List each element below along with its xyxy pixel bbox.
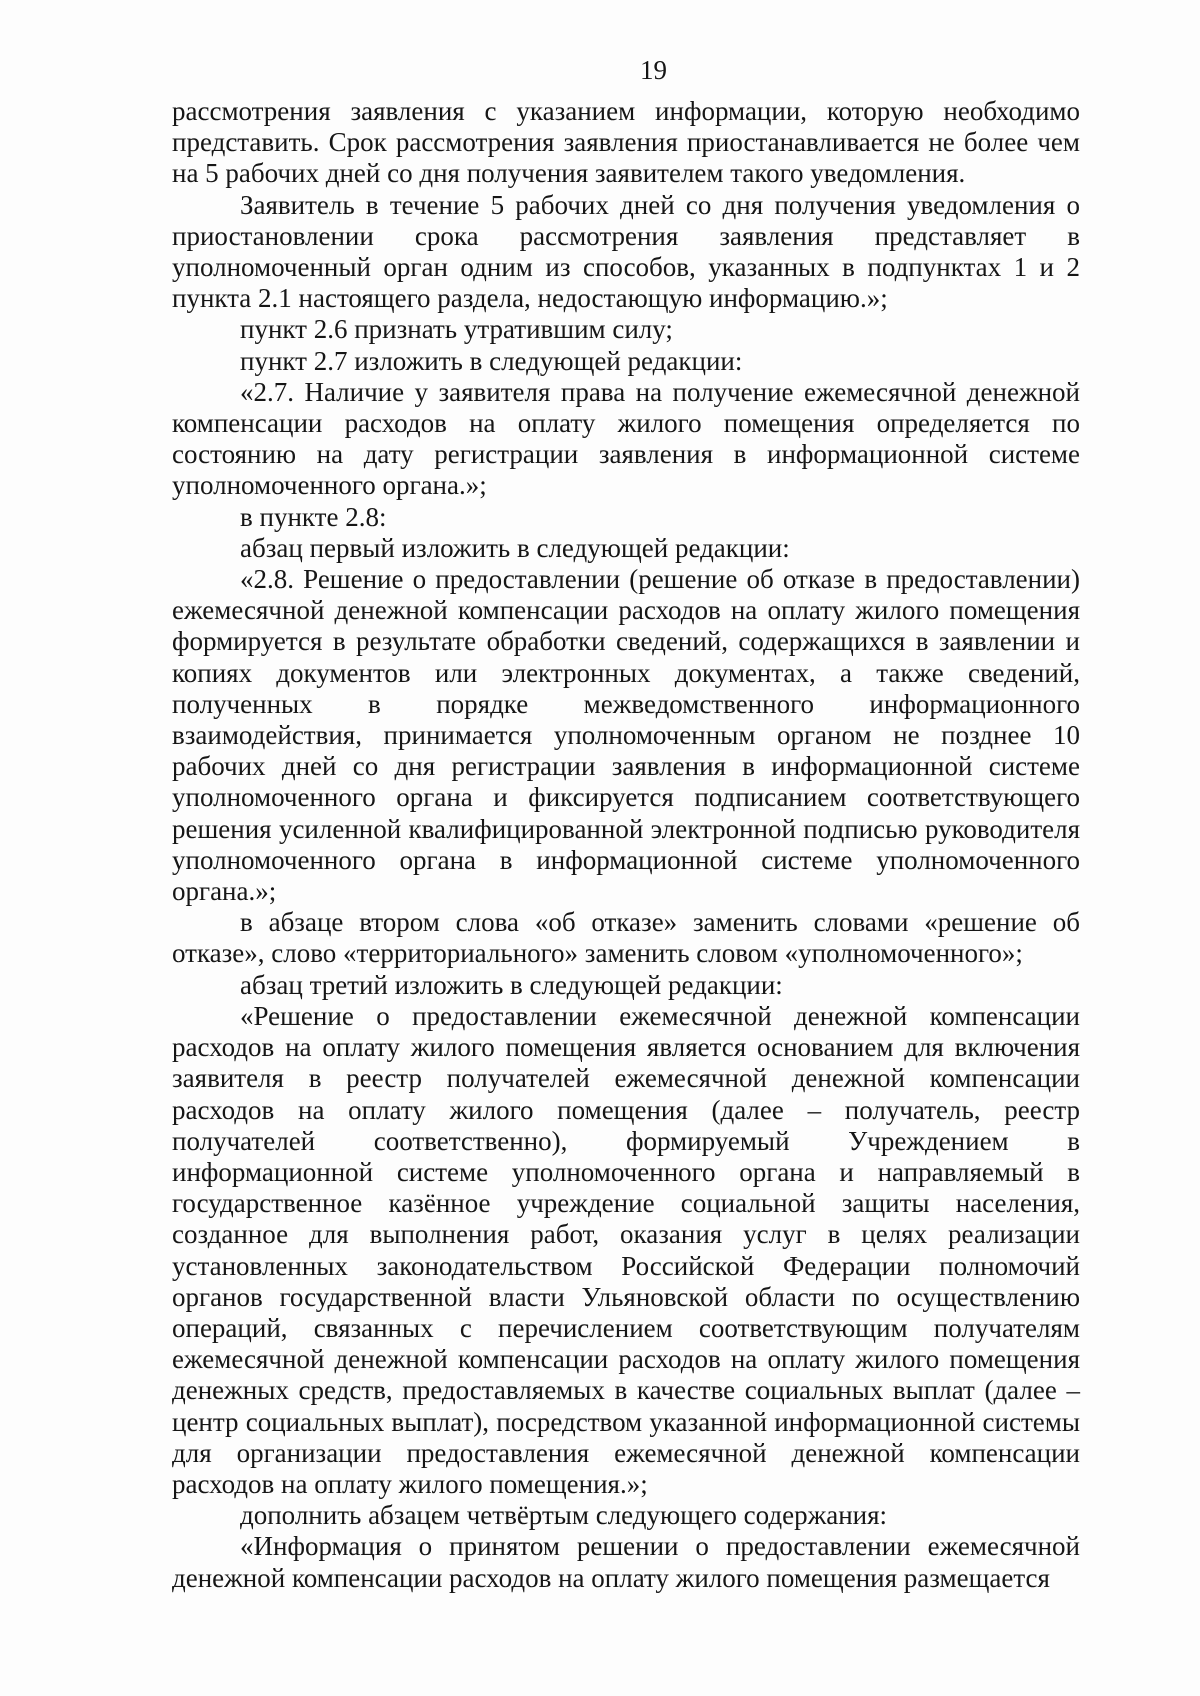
paragraph: в пункте 2.8: [240, 501, 387, 532]
paragraph: дополнить абзацем четвёртым следующего содержания: [240, 1500, 888, 1531]
page-number: 19 [640, 55, 667, 85]
document-body [172, 96, 1080, 1594]
paragraph: пункт 2.7 изложить в следующей редакции: [240, 345, 743, 376]
paragraph: «Решение о предоставлении ежемесячной денежной компенсации расходов на оплату жилого помещения является основанием для включения заявителя в реестр получателей ежемесячной денежной компенсации расходов на оплату жилого помещения (далее – получатель, реестр получателей соответственно), формируемый Учреждением в информационной системе уполномоченного органа и направляемый в государственное казённое учреждение социальной защиты населения, созданное для выполнения работ, оказания услуг в целях реализации установленных законодательством Российской Федерации полномочий органов государственной власти Ульяновской области по осуществлению операций, связанных с перечислением соответствующим получателям ежемесячной денежной компенсации расходов на оплату жилого помещения денежных средств, предоставляемых в качестве социальных выплат (далее – центр социальных выплат), посредством указанной информационной системы для организации предоставления ежемесячной денежной компенсации расходов на оплату жилого помещения.»; [172, 1000, 1080, 1499]
paragraph: в абзаце втором слова «об отказе» заменить словами «решение об отказе», слово «территориального» заменить словом «уполномоченного»; [172, 907, 1080, 969]
paragraph: пункт 2.6 признать утратившим силу; [240, 314, 673, 345]
paragraph: «Информация о принятом решении о предоставлении ежемесячной денежной компенсации расходов на оплату жилого помещения размещается [172, 1531, 1080, 1593]
paragraph: Заявитель в течение 5 рабочих дней со дня получения уведомления о приостановлении срока рассмотрения заявления представляет в уполномоченный орган одним из способов, указанных в подпунктах 1 и 2 пункта 2.1 настоящего раздела, недостающую информацию.»; [172, 189, 1080, 314]
paragraph: абзац третий изложить в следующей редакции: [240, 969, 783, 1000]
paragraph: «2.7. Наличие у заявителя права на получение ежемесячной денежной компенсации расходов на оплату жилого помещения определяется по состоянию на дату регистрации заявления в информационной системе уполномоченного органа.»; [172, 376, 1080, 501]
paragraph-continuation: рассмотрения заявления с указанием информации, которую необходимо представить. Срок рассмотрения заявления приостанавливается не более чем на 5 рабочих дней со дня получения заявителем такого уведомления. [172, 96, 1080, 189]
paragraph: «2.8. Решение о предоставлении (решение об отказе в предоставлении) ежемесячной денежной компенсации расходов на оплату жилого помещения формируется в результате обработки сведений, содержащихся в заявлении и копиях документов или электронных документах, а также сведений, полученных в порядке межведомственного информационного взаимодействия, принимается уполномоченным органом не позднее 10 рабочих дней со дня регистрации заявления в информационной системе уполномоченного органа и фиксируется подписанием соответствующего решения усиленной квалифицированной электронной подписью руководителя уполномоченного органа в информационной системе уполномоченного органа.»; [172, 564, 1080, 907]
paragraph: абзац первый изложить в следующей редакции: [240, 532, 790, 563]
